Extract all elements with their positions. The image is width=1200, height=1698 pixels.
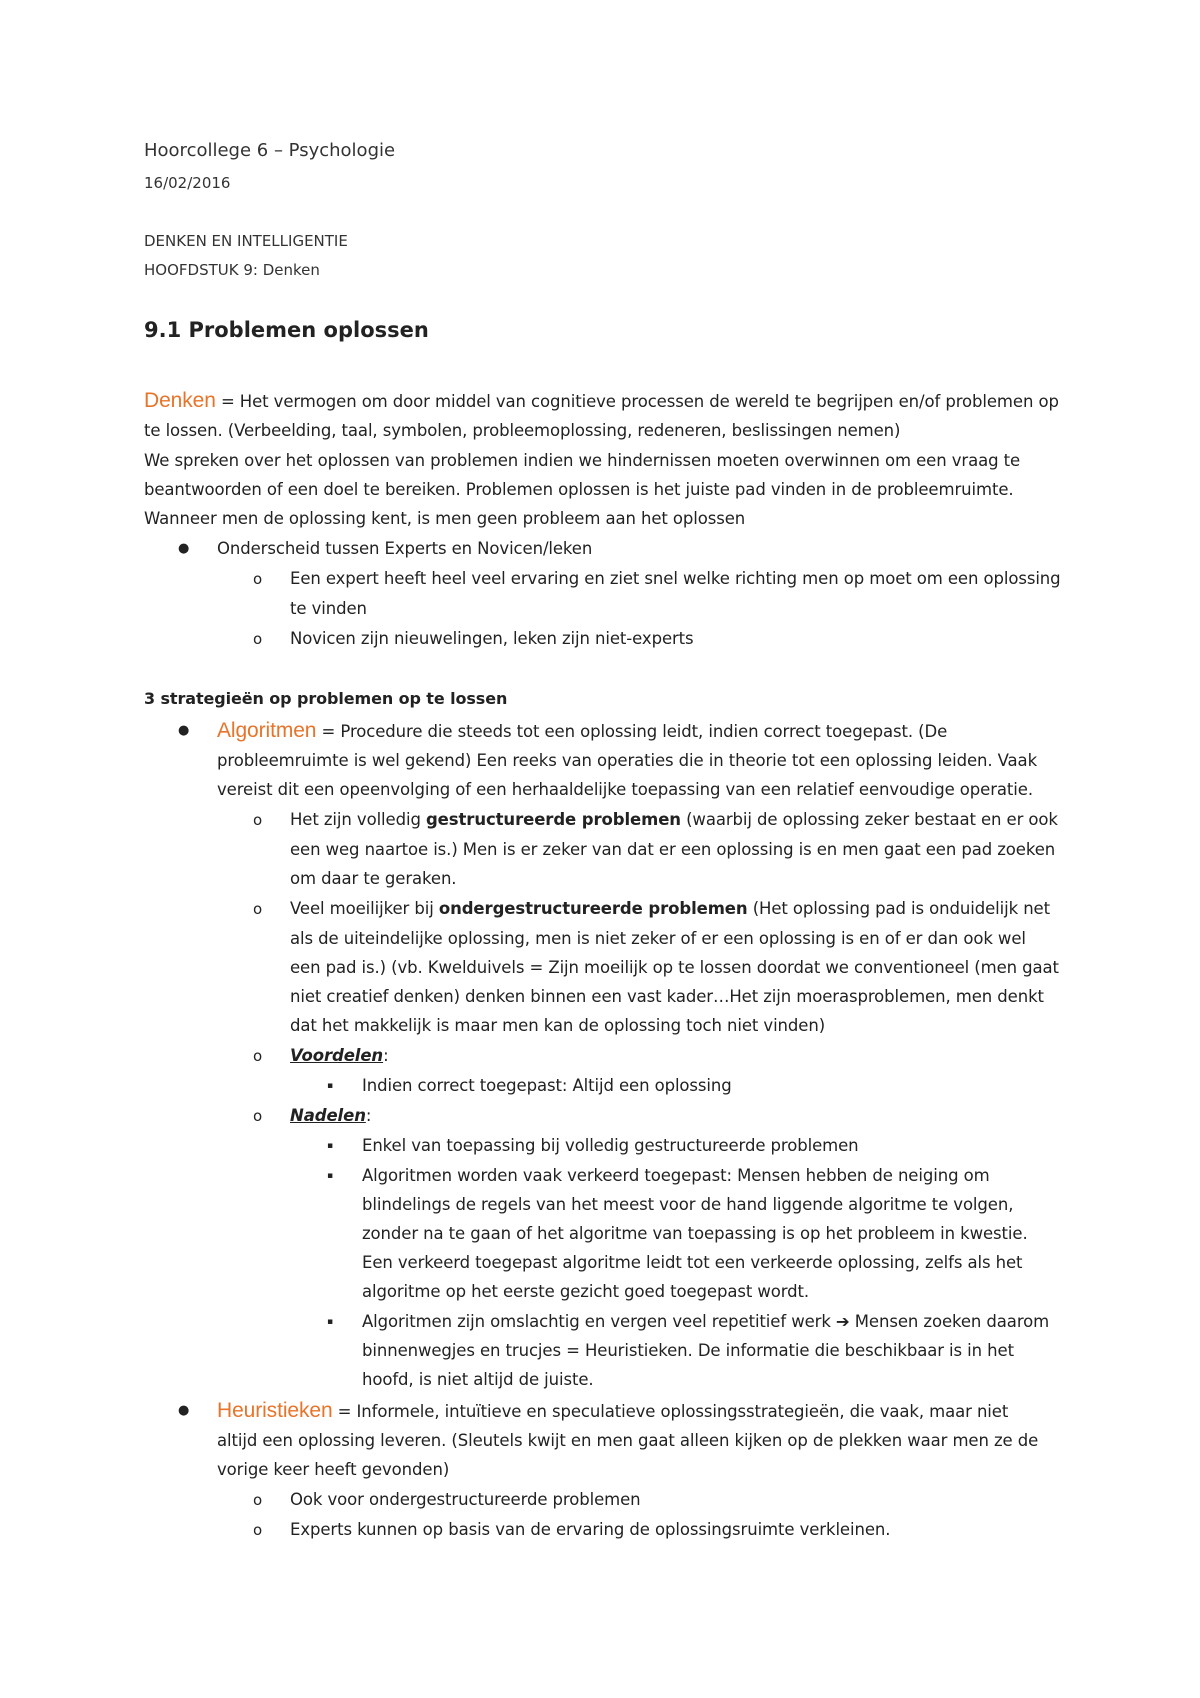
list-item-cont: te vinden <box>290 599 367 618</box>
paragraph-line: vereist dit een opeenvolging of een herhaaldelijke toepassing van een relatief eenvoudige operatie. <box>217 780 1033 799</box>
bullet-circle: o <box>253 811 263 829</box>
bullet-circle: o <box>253 1521 263 1539</box>
list-item: Veel moeilijker bij ondergestructureerde problemen (Het oplossing pad is onduidelijk net <box>290 899 1050 918</box>
bullet-disc: ● <box>178 723 190 738</box>
list-item: Het zijn volledig gestructureerde problemen (waarbij de oplossing zeker bestaat en er ook <box>290 810 1058 829</box>
paragraph-line: altijd een oplossing leveren. (Sleutels kwijt en men gaat alleen kijken op de plekken waar men ze de <box>217 1431 1039 1450</box>
heuristieken-definition-line1: Heuristieken = Informele, intuïtieve en speculatieve oplossingsstrategieën, die vaak, maar niet <box>217 1399 1009 1422</box>
paragraph-line: Wanneer men de oplossing kent, is men geen probleem aan het oplossen <box>144 509 746 528</box>
voordelen-label: Voordelen: <box>290 1046 389 1065</box>
section-title: 9.1 Problemen oplossen <box>144 318 429 342</box>
list-item: Ook voor ondergestructureerde problemen <box>290 1490 641 1509</box>
paragraph-line: probleemruimte is wel gekend) Een reeks van operaties die in theorie tot een oplossing leiden. Vaak <box>217 751 1038 770</box>
list-item-cont: Een verkeerd toegepast algoritme leidt tot een verkeerde oplossing, zelfs als het <box>362 1253 1023 1272</box>
bullet-circle: o <box>253 900 263 918</box>
chapter-subheader: HOOFDSTUK 9: Denken <box>144 261 320 279</box>
paragraph-line: beantwoorden of een doel te bereiken. Problemen oplossen is het juiste pad vinden in de probleemruimte. <box>144 480 1014 499</box>
bullet-circle: o <box>253 630 263 648</box>
bullet-square: ▪ <box>327 1081 334 1091</box>
list-item-cont: dat het makkelijk is maar men kan de oplossing toch niet vinden) <box>290 1016 826 1035</box>
list-item-cont: een weg naartoe is.) Men is er zeker van dat er een oplossing is en men gaat een pad zoeken <box>290 840 1056 859</box>
bullet-square: ▪ <box>327 1141 334 1151</box>
denken-definition-line2: te lossen. (Verbeelding, taal, symbolen, probleemoplossing, redeneren, beslissingen nemen) <box>144 421 901 440</box>
bullet-disc: ● <box>178 541 190 556</box>
paragraph-line: We spreken over het oplossen van problemen indien we hindernissen moeten overwinnen om een vraag te <box>144 451 1021 470</box>
list-item-cont: een pad is.) (vb. Kwelduivels = Zijn moeilijk op te lossen doordat we conventioneel (men gaat <box>290 958 1059 977</box>
list-item: Een expert heeft heel veel ervaring en ziet snel welke richting men op moet om een oplossing <box>290 569 1061 588</box>
bullet-square: ▪ <box>327 1317 334 1327</box>
list-item: Experts kunnen op basis van de ervaring de oplossingsruimte verkleinen. <box>290 1520 891 1539</box>
bullet-circle: o <box>253 570 263 588</box>
bullet-square: ▪ <box>327 1171 334 1181</box>
list-item-cont: zonder na te gaan of het algoritme van toepassing is op het probleem in kwestie. <box>362 1224 1028 1243</box>
list-item-cont: hoofd, is niet altijd de juiste. <box>362 1370 594 1389</box>
list-item: Novicen zijn nieuwelingen, leken zijn niet-experts <box>290 629 694 648</box>
bullet-circle: o <box>253 1107 263 1125</box>
bullet-circle: o <box>253 1491 263 1509</box>
list-item-cont: binnenwegjes en trucjes = Heuristieken. De informatie die beschikbaar is in het <box>362 1341 1014 1360</box>
list-item: Indien correct toegepast: Altijd een oplossing <box>362 1076 732 1095</box>
list-item-cont: als de uiteindelijke oplossing, men is niet zeker of er een oplossing is en of er dan ook wel <box>290 929 1026 948</box>
document-title: Hoorcollege 6 – Psychologie <box>144 140 396 161</box>
bullet-circle: o <box>253 1047 263 1065</box>
list-item: Onderscheid tussen Experts en Novicen/leken <box>217 539 593 558</box>
bullet-disc: ● <box>178 1403 190 1418</box>
heuristieken-term: Heuristieken <box>217 1399 333 1422</box>
list-item: Algoritmen worden vaak verkeerd toegepast: Mensen hebben de neiging om <box>362 1166 990 1185</box>
denken-definition-line1: Denken = Het vermogen om door middel van cognitieve processen de wereld te begrijpen en/of problemen op <box>144 389 1059 412</box>
list-item: Algoritmen zijn omslachtig en vergen veel repetitief werk ➔ Mensen zoeken daarom <box>362 1312 1050 1331</box>
list-item-cont: om daar te geraken. <box>290 869 457 888</box>
list-item-cont: blindelings de regels van het meest voor de hand liggende algoritme te volgen, <box>362 1195 1014 1214</box>
algoritmen-definition-line1: Algoritmen = Procedure die steeds tot een oplossing leidt, indien correct toegepast. (De <box>217 719 948 742</box>
list-item-cont: algoritme op het eerste gezicht goed toegepast wordt. <box>362 1282 810 1301</box>
nadelen-label: Nadelen: <box>290 1106 372 1125</box>
list-item: Enkel van toepassing bij volledig gestructureerde problemen <box>362 1136 859 1155</box>
denken-term: Denken <box>144 389 216 412</box>
list-item-cont: niet creatief denken) denken binnen een vast kader…Het zijn moerasproblemen, men denkt <box>290 987 1044 1006</box>
paragraph-line: vorige keer heeft gevonden) <box>217 1460 450 1479</box>
algoritmen-term: Algoritmen <box>217 719 317 742</box>
document-date: 16/02/2016 <box>144 174 231 192</box>
strategies-heading: 3 strategieën op problemen op te lossen <box>144 689 508 708</box>
chapter-header: DENKEN EN INTELLIGENTIE <box>144 232 348 250</box>
